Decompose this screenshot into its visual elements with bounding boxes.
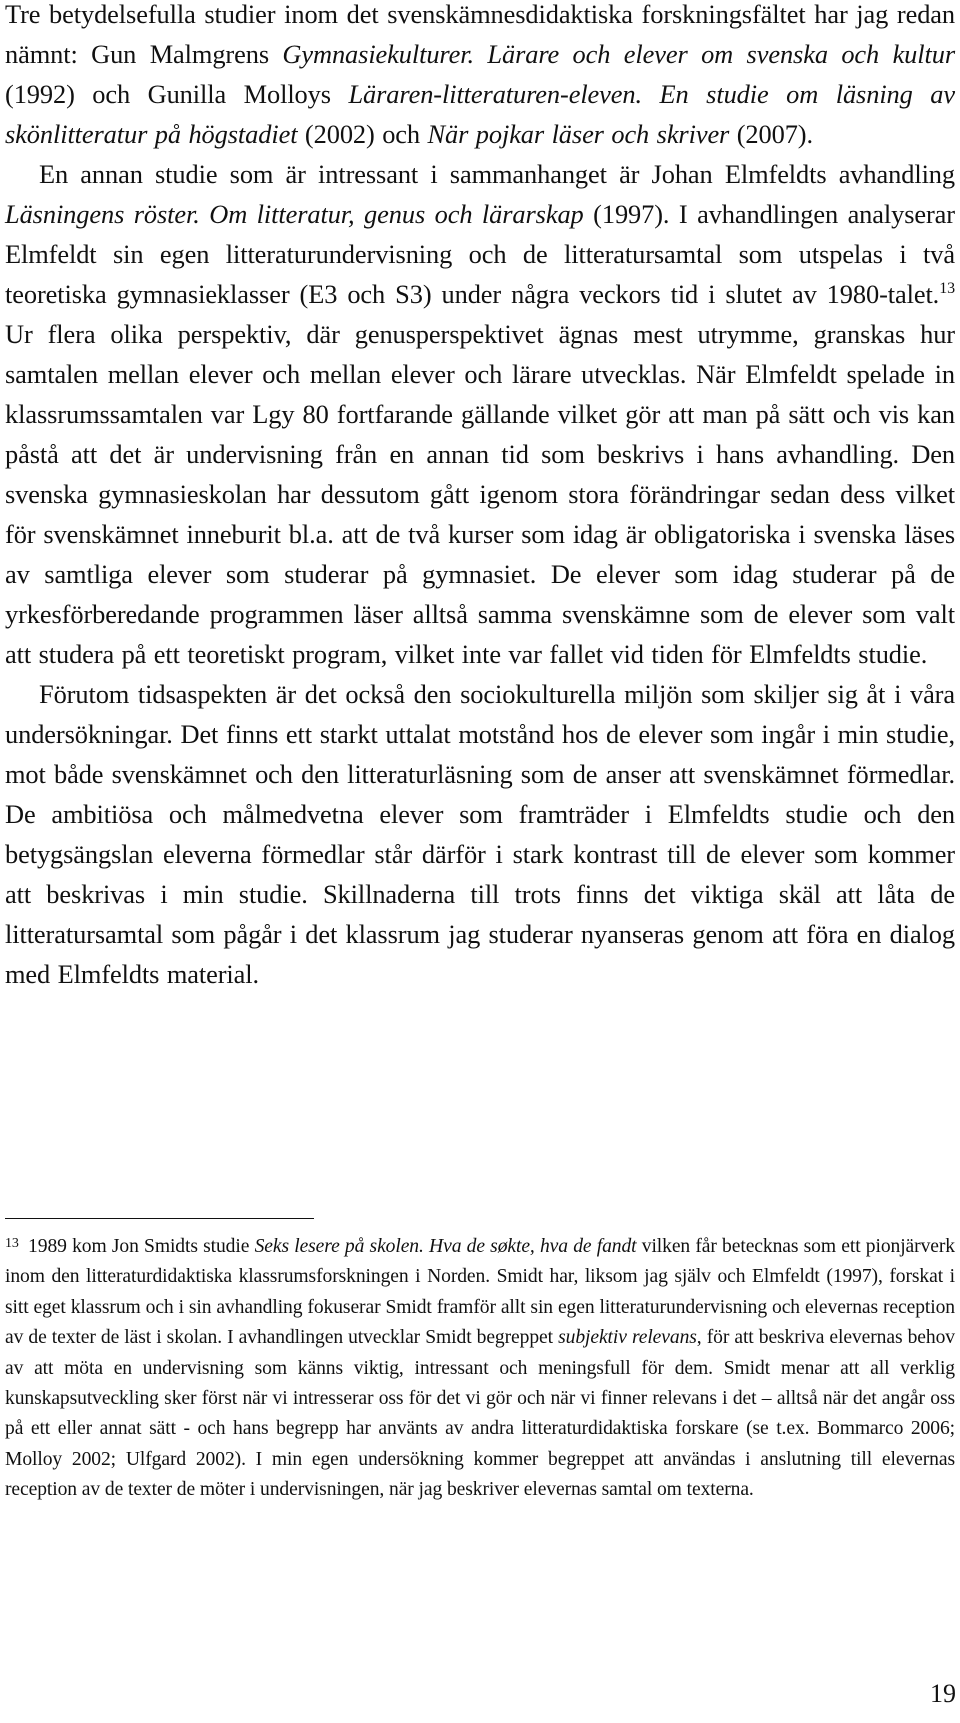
book-title-lasningens-roster: Läsningens röster. Om litteratur, genus och lärarskap <box>5 199 584 229</box>
footnote-divider <box>5 1218 314 1219</box>
paragraph-2 <box>5 154 955 674</box>
book-title-lararen-litteraturen-eleven: Läraren-litteraturen-eleven. En studie om läsning av skönlitteratur på högstadiet <box>5 79 955 149</box>
paragraph-1-text-4: (2007). <box>729 119 813 149</box>
paragraph-2-text-1: En annan studie som är intressant i sammanhanget är Johan Elmfeldts avhandling <box>39 159 955 189</box>
paragraph-2-text-2: (1997). I avhandlingen analyserar Elmfeldt sin egen litteraturundervisning och de litteratursamtal som utspelas i två teoretiska gymnasieklasser (E3 och S3) under några veckors tid i slutet av 1980-talet. <box>5 199 955 309</box>
book-title-gymnasiekulturer: Gymnasiekulturer. Lärare och elever om svenska och kultur <box>282 39 956 69</box>
footnote-13 <box>5 1232 955 1506</box>
footnote-term-subjektiv-relevans: subjektiv relevans <box>558 1327 697 1349</box>
footnote-number: 13 <box>5 1236 19 1251</box>
paragraph-3-text-1: Förutom tidsaspekten är det också den sociokulturella miljön som skiljer sig åt i våra undersökningar. Det finns ett starkt uttalat motstånd hos de elever som ingår i min studie, mot både svenskämnet och den litteraturläsning som de anser att svenskämnet förmedlar. De ambitiösa och målmedvetna elever som framträder i Elmfeldts studie och den betygsängslan eleverna förmedlar står därför i stark kontrast till de elever som kommer att beskrivas i min studie. Skillnaderna till trots finns det viktiga skäl att låta de litteratursamtal som pågår i det klassrum jag studerar nyanseras genom att föra en dialog med Elmfeldts material. <box>5 679 955 989</box>
paragraph-1 <box>5 0 955 154</box>
paragraph-2-text-3: Ur flera olika perspektiv, där genusperspektivet ägnas mest utrymme, granskas hur samtalen mellan elever och mellan elever och lärare utvecklas. När Elmfeldt spelade in klassrumssamtalen var Lgy 80 fortfarande gällande vilket gör att man på sätt och vis kan påstå att det är undervisning från en annan tid som beskrivs i hans avhandling. Den svenska gymnasieskolan har dessutom gått igenom stora förändringar sedan dess vilket för svenskämnet inneburit bl.a. att de två kurser som idag är obligatoriska i svenska läses av samtliga elever som studerar på gymnasiet. De elever som idag studerar på de yrkesförberedande programmen läser alltså samma svenskämne som de elever som valt att studera på ett teoretiskt program, vilket inte var fallet vid tiden för Elmfeldts studie. <box>5 319 955 669</box>
paragraph-1-text-3: (2002) och <box>297 119 428 149</box>
book-title-nar-pojkar-laser: När pojkar läser och skriver <box>427 119 730 149</box>
footnote-text-2: vilken får betecknas som ett pionjärverk inom den litteraturdidaktiska klassrumsforskningen i Norden. Smidt har, liksom jag själv och Elmfeldt (1997), forskat i sitt eget klassrum och i sin avhandling fokuserar Smidt framför allt sin egen litteraturundervisning och elevernas reception av de texter de läst i skolan. I avhandlingen utvecklar Smidt begreppet <box>5 1236 955 1349</box>
footnote-book-title-seks-lesere: Seks lesere på skolen. Hva de søkte, hva de fandt <box>254 1236 637 1257</box>
paragraph-1-text-2: (1992) och Gunilla Molloys <box>5 79 349 109</box>
body-text <box>5 0 955 994</box>
footnote-text-1: 1989 kom Jon Smidts studie <box>22 1236 255 1257</box>
paragraph-3 <box>5 674 955 994</box>
page-number: 19 <box>930 1679 956 1708</box>
footnote-text-3: , för att beskriva elevernas behov av att möta en undervisning som känns viktig, intressant och meningsfull för dem. Smidt menar att all verklig kunskapsutveckling sker först när vi intresserar oss för det vi gör och när vi finner relevans i det – alltså när det angår oss på ett eller annat sätt - och hans begrepp har använts av andra litteraturdidaktiska forskare (se t.ex. Bommarco 2006; Molloy 2002; Ulfgard 2002). I min egen undersökning kommer begreppet att användas i anslutning till elevernas reception av de texter de möter i undervisningen, när jag beskriver elevernas samtal om texterna. <box>5 1327 955 1501</box>
footnote-reference[interactable]: 13 <box>939 280 955 297</box>
paragraph-1-text-1: Tre betydelsefulla studier inom det svenskämnesdidaktiska forskningsfältet har jag redan nämnt: Gun Malmgrens <box>5 0 955 69</box>
